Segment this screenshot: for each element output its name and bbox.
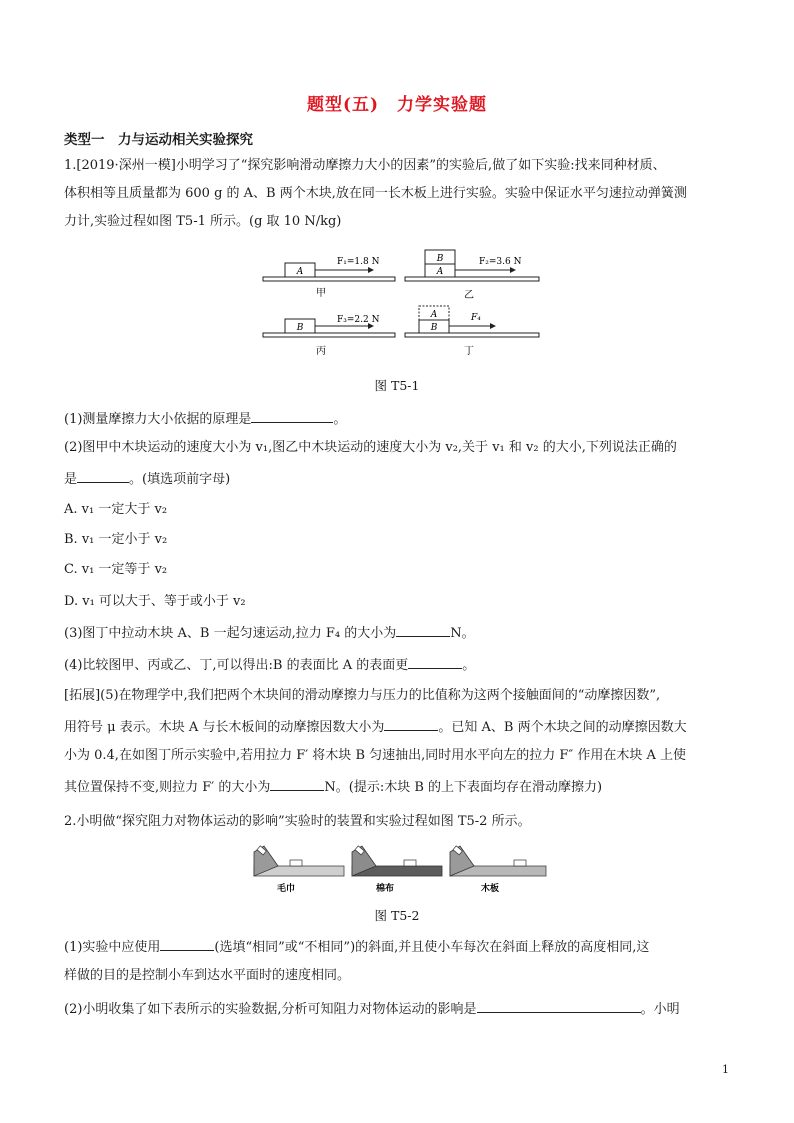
- option-a: A. v₁ 一定大于 v₂: [64, 502, 168, 517]
- q2-sub1-line1: [64, 936, 734, 958]
- diagram-jia: [263, 257, 395, 299]
- diagram-yi: [405, 250, 539, 301]
- option-b: B. v₁ 一定小于 v₂: [64, 532, 168, 547]
- ramp-cotton: [352, 846, 442, 894]
- answer-blank[interactable]: [477, 998, 641, 1013]
- page-title: 题型(五) 力学实验题: [306, 95, 488, 115]
- q2-sub1-end: (选填“相同”或“不相同”)的斜面,并且使小车每次在斜面上释放的高度相同,这: [214, 940, 650, 955]
- ramp-towel: [254, 846, 344, 894]
- q1-sub5-line4: [64, 776, 734, 798]
- q1-sub4-end: 。: [462, 658, 476, 673]
- force-f2-label: F₂=3.6 N: [479, 257, 522, 267]
- material-cotton: 棉布: [375, 884, 395, 894]
- block-b-label: B: [436, 254, 444, 264]
- q1-sub5-text2: 其位置保持不变,则拉力 F′ 的大小为: [64, 780, 271, 795]
- q1-sub1-text: (1)测量摩擦力大小依据的原理是: [64, 412, 252, 427]
- answer-blank[interactable]: [77, 468, 129, 483]
- answer-blank[interactable]: [396, 622, 450, 637]
- figure-t5-1-caption: 图 T5-1: [374, 378, 420, 393]
- q2-sub1-line2: 样做的目的是控制小车到达水平面时的速度相同。: [64, 968, 351, 983]
- q1-sub3: [64, 622, 734, 644]
- force-f3-label: F₃=2.2 N: [337, 315, 380, 325]
- block-b-label: B: [296, 323, 304, 333]
- q1-sub3-end: N。: [450, 626, 475, 641]
- figure-t5-2: [250, 840, 550, 896]
- q1-sub1: [64, 408, 734, 430]
- page-number: 1: [722, 1063, 729, 1076]
- block-a-label: A: [296, 267, 304, 277]
- q1-sub2-end: 。(填选项前字母): [129, 472, 231, 487]
- option-c: C. v₁ 一定等于 v₂: [64, 562, 168, 577]
- q1-sub5-end: N。(提示:木块 B 的上下表面均存在滑动摩擦力): [324, 780, 603, 795]
- q1-text-line1: 1.[2019·深州一模]小明学习了“探究影响滑动摩擦力大小的因素”的实验后,做了如下实验:找来同种材质、: [64, 158, 666, 173]
- block-a-label: A: [436, 267, 444, 277]
- force-f4-label: F₄: [471, 313, 481, 323]
- label-bing: 丙: [316, 346, 326, 357]
- q1-sub5-line2: [64, 716, 734, 738]
- q1-text-line2: 体积相等且质量都为 600 g 的 A、B 两个木块,放在同一长木板上进行实验。实验中保证水平匀速拉动弹簧测: [64, 186, 687, 201]
- section-heading: 类型一 力与运动相关实验探究: [64, 132, 253, 148]
- block-b-label: B: [430, 323, 438, 333]
- block-a-label: A: [430, 310, 438, 320]
- diagram-ding: [405, 306, 539, 357]
- q1-sub1-end: 。: [333, 412, 347, 427]
- q2-sub2-text: (2)小明收集了如下表所示的实验数据,分析可知阻力对物体运动的影响是: [64, 1002, 477, 1017]
- label-yi: 乙: [464, 290, 474, 301]
- label-jia: 甲: [316, 288, 326, 299]
- figure-t5-2-caption: 图 T5-2: [374, 908, 420, 923]
- q1-sub4-text: (4)比较图甲、丙或乙、丁,可以得出:B 的表面比 A 的表面更: [64, 658, 409, 673]
- label-ding: 丁: [464, 346, 474, 357]
- diagram-bing: [263, 315, 395, 357]
- q1-sub2-line1: (2)图甲中木块运动的速度大小为 v₁,图乙中木块运动的速度大小为 v₂,关于 v₁ 和 v₂ 的大小,下列说法正确的: [64, 440, 677, 455]
- figure-t5-1: [255, 246, 555, 366]
- answer-blank[interactable]: [270, 776, 324, 791]
- q1-sub2-text: 是: [64, 472, 78, 487]
- ramp-wood: [450, 846, 546, 894]
- q1-sub5-line1: [拓展](5)在物理学中,我们把两个木块间的滑动摩擦力与压力的比值称为这两个接触面间的“动摩擦因数”,: [64, 688, 661, 703]
- answer-blank[interactable]: [408, 654, 462, 669]
- q1-sub5-text: 用符号 μ 表示。木块 A 与长木板间的动摩擦因数大小为: [64, 720, 385, 735]
- q1-sub3-text: (3)图丁中拉动木块 A、B 一起匀速运动,拉力 F₄ 的大小为: [64, 626, 397, 641]
- q2-text: 2.小明做“探究阻力对物体运动的影响”实验时的装置和实验过程如图 T5-2 所示。: [64, 814, 531, 829]
- q1-sub5-mid: 。已知 A、B 两个木块之间的动摩擦因数大: [438, 720, 687, 735]
- q1-sub4: [64, 654, 734, 676]
- option-d: D. v₁ 可以大于、等于或小于 v₂: [64, 594, 246, 609]
- answer-blank[interactable]: [384, 716, 438, 731]
- material-towel: 毛巾: [276, 884, 296, 894]
- q1-sub5-line3: 小为 0.4,在如图丁所示实验中,若用拉力 F′ 将木块 B 匀速抽出,同时用水平向左的拉力 F″ 作用在木块 A 上使: [64, 748, 687, 763]
- force-f1-label: F₁=1.8 N: [337, 257, 380, 267]
- q1-text-line3: 力计,实验过程如图 T5-1 所示。(g 取 10 N/kg): [64, 214, 342, 229]
- q2-sub2: [64, 998, 734, 1020]
- answer-blank[interactable]: [251, 408, 333, 423]
- q2-sub2-end: 。小明: [640, 1002, 680, 1017]
- q1-sub2-line2: [64, 468, 734, 490]
- q2-sub1-text: (1)实验中应使用: [64, 940, 161, 955]
- answer-blank[interactable]: [160, 936, 214, 951]
- material-wood: 木板: [480, 884, 500, 894]
